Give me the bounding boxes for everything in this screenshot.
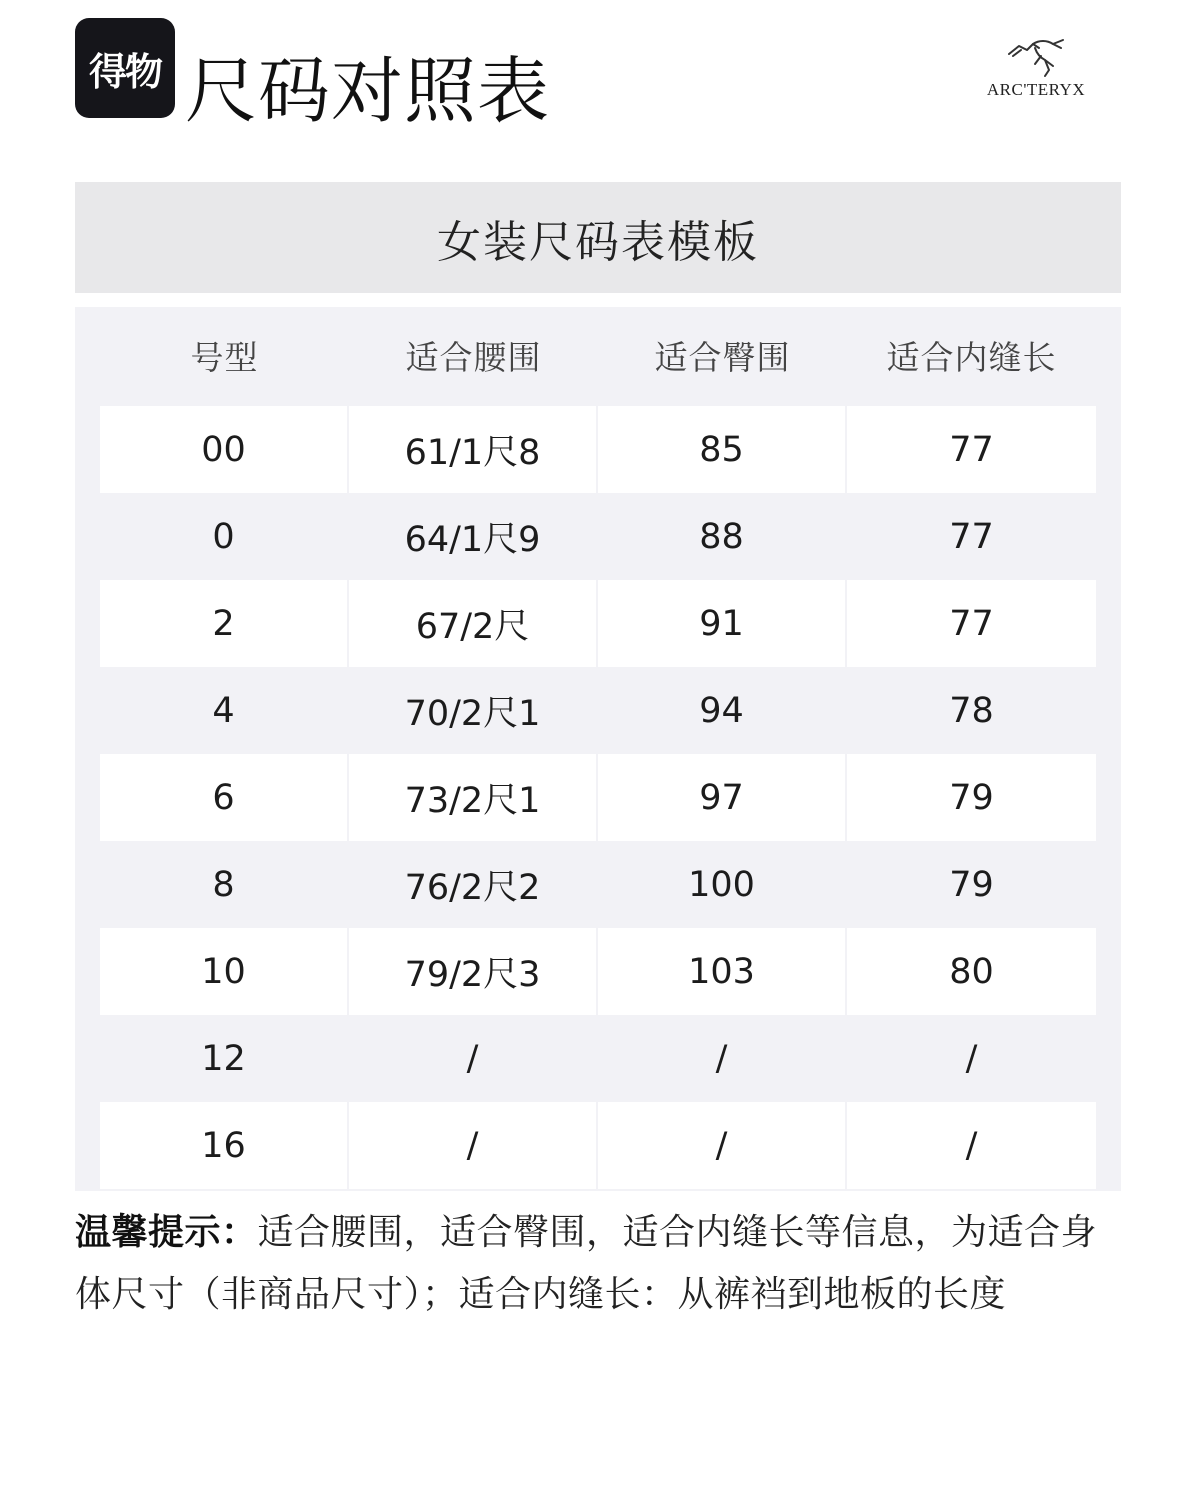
cell-size: 0	[100, 493, 347, 580]
cell-waist: 73/2尺1	[349, 754, 596, 841]
cell-inseam: /	[847, 1102, 1096, 1189]
column-header-waist: 适合腰围	[405, 338, 542, 377]
cell-hip: /	[598, 1015, 845, 1102]
table-row	[100, 580, 1096, 667]
table-row	[100, 1015, 1096, 1102]
brand-logo	[986, 36, 1086, 100]
cell-hip: /	[598, 1102, 845, 1189]
table-title: 女装尺码表模板	[437, 216, 759, 268]
cell-waist: 67/2尺	[349, 580, 596, 667]
cell-waist: /	[349, 1015, 596, 1102]
column-header-inseam: 适合内缝长	[886, 338, 1057, 377]
table-body	[100, 406, 1096, 1189]
cell-waist: 70/2尺1	[349, 667, 596, 754]
tip-text: 适合腰围，适合臀围，适合内缝长等信息，为适合身体尺寸（非商品尺寸）；适合内缝长：从裤裆到地板的长度	[75, 1212, 1098, 1315]
cell-inseam: 78	[847, 667, 1096, 754]
cell-size: 2	[100, 580, 347, 667]
dewu-logo	[75, 18, 175, 118]
header	[75, 18, 1121, 158]
table-row	[100, 493, 1096, 580]
table-row	[100, 406, 1096, 493]
cell-waist: 64/1尺9	[349, 493, 596, 580]
cell-size: 12	[100, 1015, 347, 1102]
cell-inseam: 77	[847, 406, 1096, 493]
tip-paragraph	[75, 1202, 1121, 1326]
cell-hip: 91	[598, 580, 845, 667]
cell-size: 8	[100, 841, 347, 928]
table-header	[100, 307, 1096, 404]
cell-inseam: 77	[847, 493, 1096, 580]
cell-waist: /	[349, 1102, 596, 1189]
cell-inseam: 79	[847, 754, 1096, 841]
table-title-bar	[75, 182, 1121, 293]
cell-hip: 88	[598, 493, 845, 580]
column-header-hip: 适合臀围	[654, 338, 791, 377]
cell-waist: 79/2尺3	[349, 928, 596, 1015]
tip-label: 温馨提示：	[75, 1212, 258, 1253]
cell-inseam: 80	[847, 928, 1096, 1015]
cell-inseam: 77	[847, 580, 1096, 667]
table-row	[100, 754, 1096, 841]
cell-hip: 85	[598, 406, 845, 493]
size-table	[75, 307, 1121, 1191]
cell-size: 10	[100, 928, 347, 1015]
cell-hip: 100	[598, 841, 845, 928]
cell-inseam: 79	[847, 841, 1096, 928]
cell-size: 16	[100, 1102, 347, 1189]
brand-name: ARC'TERYX	[986, 80, 1086, 99]
column-header-size: 号型	[190, 338, 259, 377]
cell-waist: 76/2尺2	[349, 841, 596, 928]
dewu-logo-text: 得物	[88, 49, 161, 94]
table-row	[100, 841, 1096, 928]
archaeopteryx-icon	[1005, 36, 1067, 78]
cell-size: 6	[100, 754, 347, 841]
cell-size: 4	[100, 667, 347, 754]
cell-hip: 103	[598, 928, 845, 1015]
table-row	[100, 1102, 1096, 1189]
table-row	[100, 928, 1096, 1015]
cell-inseam: /	[847, 1015, 1096, 1102]
cell-waist: 61/1尺8	[349, 406, 596, 493]
cell-hip: 94	[598, 667, 845, 754]
cell-size: 00	[100, 406, 347, 493]
cell-hip: 97	[598, 754, 845, 841]
table-row	[100, 667, 1096, 754]
page-title: 尺码对照表	[185, 49, 551, 133]
